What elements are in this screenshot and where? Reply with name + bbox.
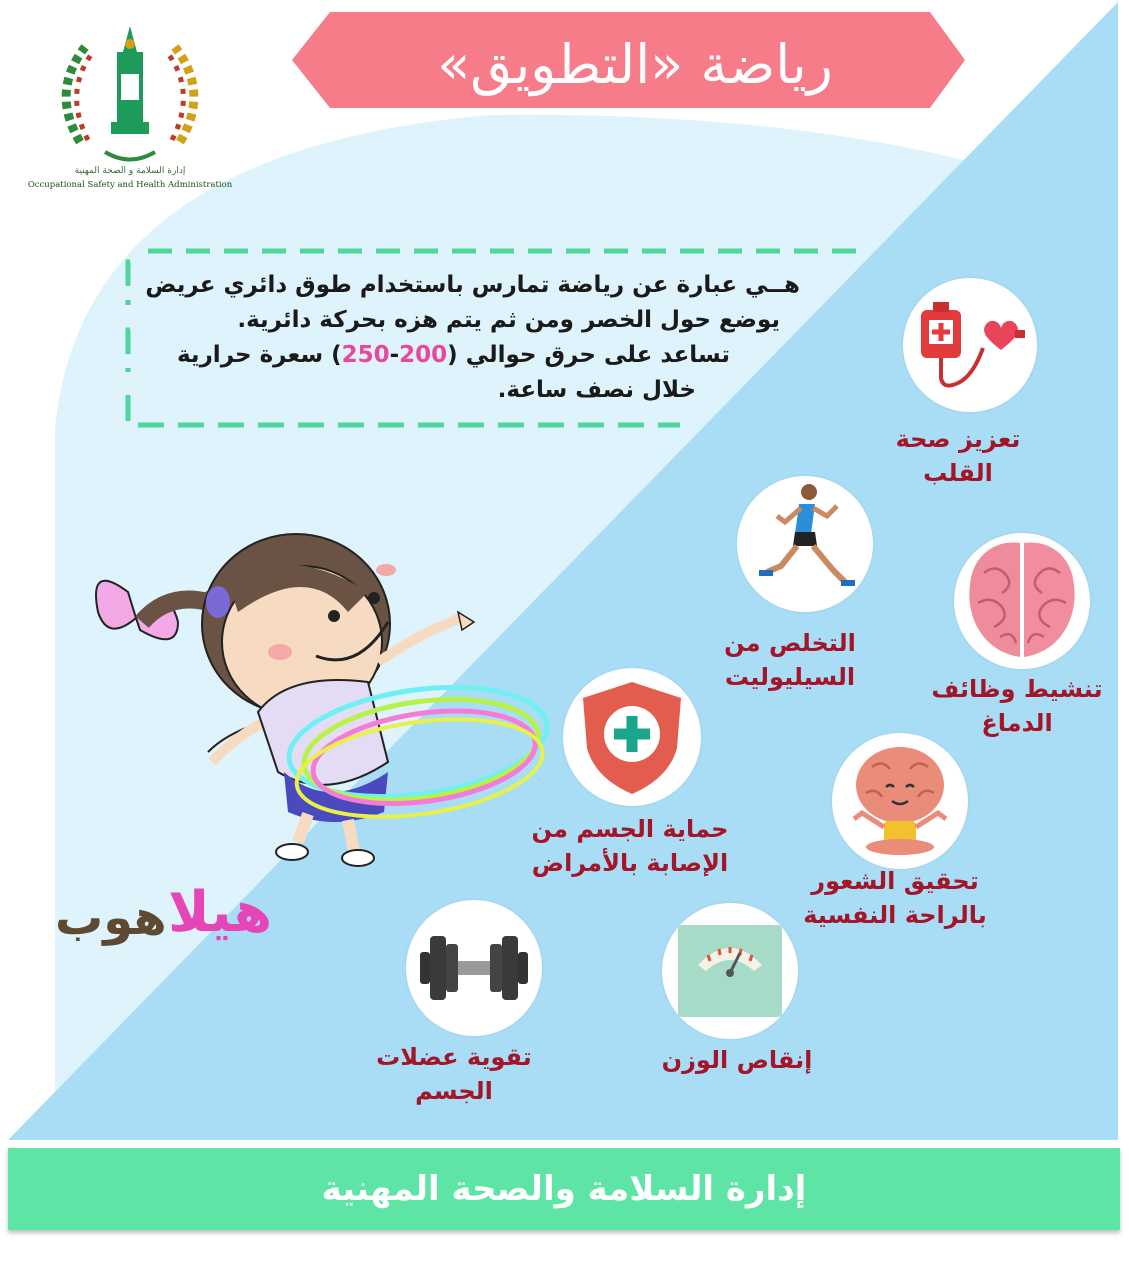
description-line-4: خلال نصف ساعة. xyxy=(497,377,696,403)
description-line-1: هــي عبارة عن رياضة تمارس باستخدام طوق دائري عريض xyxy=(145,272,800,298)
description-line-3-start: تساعد على حرق حوالي ( xyxy=(447,342,730,368)
description-line-3-end: ) سعرة حرارية xyxy=(176,342,342,368)
description-line-3 xyxy=(140,338,800,373)
benefit-cellulite-label: التخلص من السيليوليت xyxy=(724,629,856,691)
brain-benefit-circle xyxy=(954,533,1090,669)
girl-hula-hoop-illustration xyxy=(88,522,558,872)
benefit-brain-label: تنشيط وظائف الدماغ xyxy=(931,675,1103,737)
dumbbell-icon xyxy=(406,900,542,1036)
meditating-brain-icon xyxy=(832,733,968,869)
immunity-benefit-circle xyxy=(563,668,701,806)
benefit-immunity-label: حماية الجسم من الإصابة بالأمراض xyxy=(531,815,729,877)
weight-benefit-circle xyxy=(662,903,798,1039)
page-title: رياضة «التطويق» xyxy=(437,32,833,96)
calorie-max: 250 xyxy=(341,342,390,368)
hoop-word: هوب xyxy=(55,890,167,946)
benefit-muscles-label: تقوية عضلات الجسم xyxy=(376,1043,532,1105)
blood-bag-heart-icon xyxy=(903,278,1037,412)
brain-icon xyxy=(954,533,1090,669)
benefit-heart-label: تعزيز صحة القلب xyxy=(895,425,1021,487)
scale-icon xyxy=(662,903,798,1039)
cellulite-benefit-circle xyxy=(737,476,873,612)
runner-icon xyxy=(737,476,873,612)
hula-word: هيلا xyxy=(168,880,273,945)
benefit-wellbeing-label: تحقيق الشعور بالراحة النفسية xyxy=(803,867,987,929)
logo-emblem xyxy=(55,22,205,167)
description-block xyxy=(140,268,800,408)
calorie-min: 200 xyxy=(399,342,448,368)
logo-caption-english: Occupational Safety and Health Administration xyxy=(27,180,233,190)
shield-cross-icon xyxy=(563,668,701,806)
footer-text: إدارة السلامة والصحة المهنية xyxy=(321,1169,807,1209)
heart-benefit-circle xyxy=(903,278,1037,412)
muscles-benefit-circle xyxy=(406,900,542,1036)
calorie-dash: - xyxy=(389,342,400,368)
benefit-weight-label: إنقاص الوزن xyxy=(661,1046,813,1074)
footer-bar xyxy=(8,1148,1120,1230)
description-line-2: يوضع حول الخصر ومن ثم يتم هزه بحركة دائرية. xyxy=(237,307,780,333)
logo-caption-arabic: إدارة السلامة و الصحة المهنية xyxy=(74,166,186,176)
wellbeing-benefit-circle xyxy=(832,733,968,869)
